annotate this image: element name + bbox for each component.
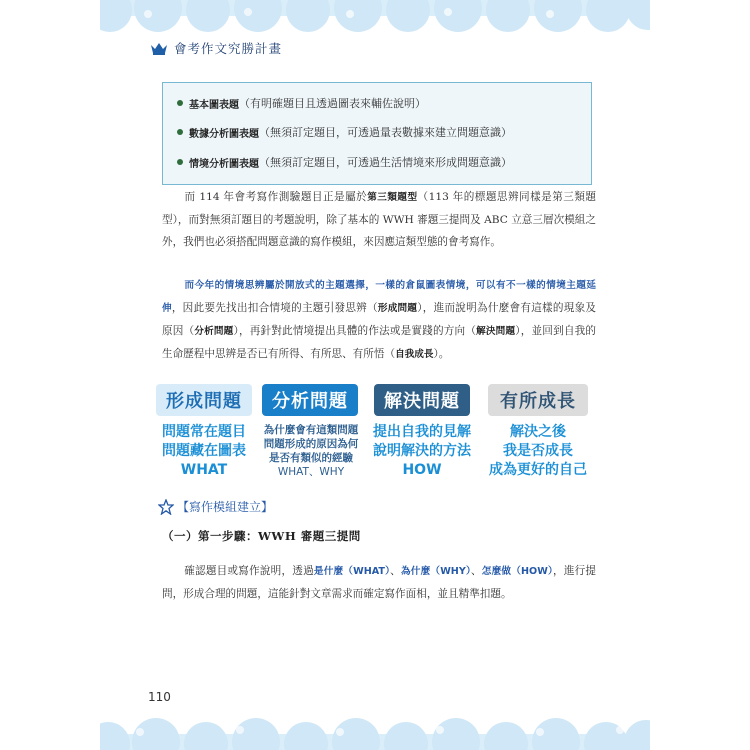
bottom-bubble-border <box>100 704 650 750</box>
type-item-situational <box>177 154 512 170</box>
page-number: 110 <box>148 690 171 704</box>
question-types-box <box>162 82 592 185</box>
paragraph-situational: 而今年的情境思辨屬於開放式的主題選擇，一樣的倉鼠圖表情境，可以有不一樣的情境主題延伸，因此要先找出扣合情境的主題引發思辨（形成問題），進而說明為什麼會有這樣的現象及原因（分析問題），再針對此情境提出具體的作法或是實踐的方向（解決問題），並回到自我的生命歷程中思辨是否已有所得、有所思、有所悟（自我成長）。 <box>162 280 597 360</box>
stage-desc-solve: 提出自我的見解 說明解決的方法 HOW <box>373 424 471 478</box>
type-name: 情境分析圖表題 <box>189 158 259 170</box>
type-desc: （有明確題目且透過圖表來輔佐說明） <box>239 97 426 110</box>
bullet-icon <box>177 159 183 165</box>
type-item-data-analysis <box>177 124 512 140</box>
paragraph-exam-type: 而 114 年會考寫作測驗題目正是屬於第三類題型（113 年的標題思辨同樣是第三類題型），而對無須訂題目的考題說明，除了基本的 WWH 審題三提問及 ABC 立意三層次模組之外，我們也必須搭配問題意識的寫作模組，來因應這類型態的會考寫作。 <box>162 191 596 248</box>
star-icon <box>158 499 174 515</box>
top-bubble-border <box>100 0 650 34</box>
crown-icon <box>150 41 168 55</box>
step-heading: （一）第一步驟：WWH 審題三提問 <box>162 529 361 543</box>
stage-label-grow: 有所成長 <box>488 384 588 416</box>
type-name: 數據分析圖表題 <box>189 128 259 140</box>
section-title: 【寫作模組建立】 <box>158 498 273 515</box>
stage-desc-form: 問題常在題目 問題藏在圖表 WHAT <box>162 424 246 478</box>
type-desc: （無須訂定題目，可透過生活情境來形成問題意識） <box>259 156 512 169</box>
stage-desc-analyze: 為什麼會有這類問題 問題形成的原因為何 是否有類似的經驗 WHAT、WHY <box>263 424 359 478</box>
type-name: 基本圖表題 <box>189 99 239 111</box>
stage-label-analyze: 分析問題 <box>262 384 358 416</box>
book-page <box>100 0 650 750</box>
stage-label-solve: 解決問題 <box>374 384 470 416</box>
type-item-basic <box>177 95 426 111</box>
stage-label-form: 形成問題 <box>156 384 252 416</box>
running-header <box>150 38 282 58</box>
stage-desc-grow: 解決之後 我是否成長 成為更好的自己 <box>489 424 587 478</box>
bullet-icon <box>177 129 183 135</box>
type-desc: （無須訂定題目，可透過量表數據來建立問題意識） <box>259 126 512 139</box>
header-title: 會考作文究勝計畫 <box>174 41 283 56</box>
paragraph-wwh: 確認題目或寫作說明，透過是什麼（WHAT）、為什麼（WHY）、怎麼做（HOW），進行提問，形成合理的問題，這能針對文章需求而確定寫作面相，並且精準扣題。 <box>162 565 597 600</box>
bullet-icon <box>177 100 183 106</box>
